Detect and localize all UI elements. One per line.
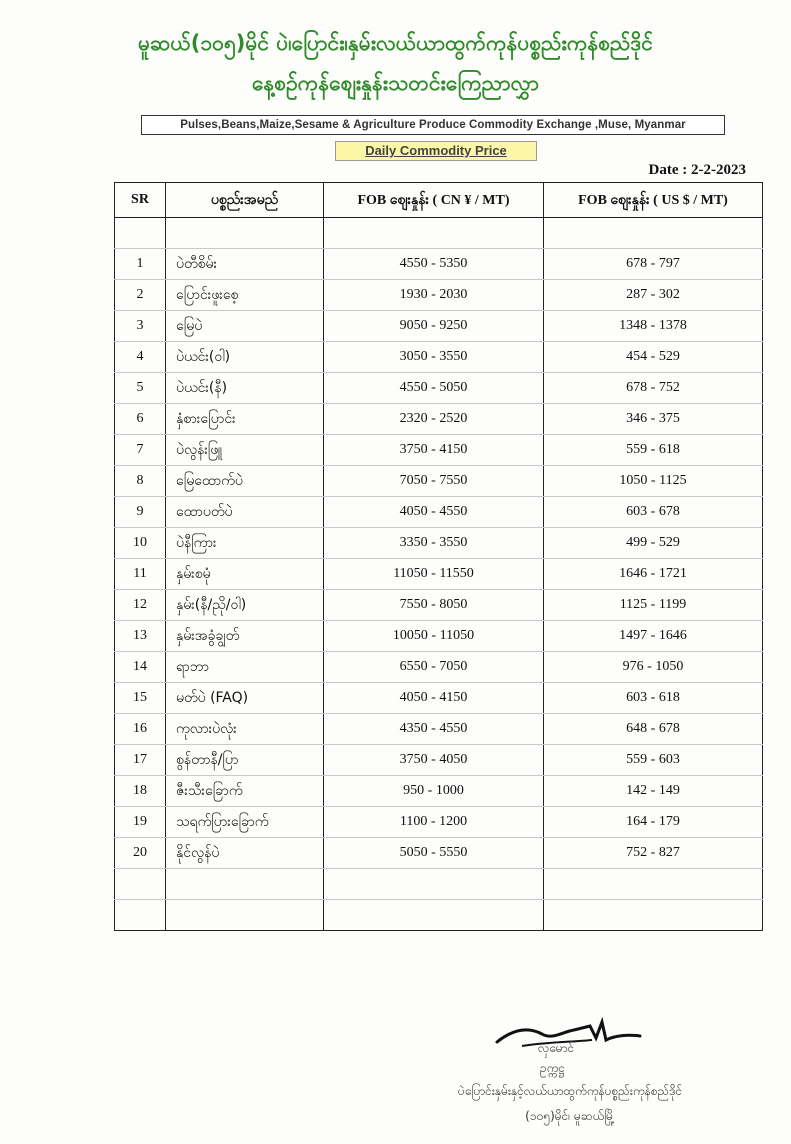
cell-sr: 10: [115, 528, 166, 559]
table-row: [115, 311, 763, 342]
cell-sr: 19: [115, 807, 166, 838]
cell-fob-usd: 454 - 529: [544, 342, 763, 373]
blank-cell: [166, 900, 324, 931]
blank-cell: [115, 869, 166, 900]
cell-sr: 9: [115, 497, 166, 528]
header-title-line1: မူဆယ်(၁၀၅)မိုင် ပဲ၊ပြောင်း၊နှမ်းလယ်ယာထွက်ကုန်ပစ္စည်းကုန်စည်ဒိုင်: [138, 31, 653, 55]
cell-fob-cny: 4550 - 5350: [324, 249, 544, 280]
header-item-name: ပစ္စည်းအမည်: [166, 183, 324, 218]
cell-sr: 5: [115, 373, 166, 404]
cell-sr: 17: [115, 745, 166, 776]
table-row: [115, 466, 763, 497]
cell-fob-cny: 7550 - 8050: [324, 590, 544, 621]
blank-cell: [166, 869, 324, 900]
table-row: [115, 590, 763, 621]
cell-fob-usd: 142 - 149: [544, 776, 763, 807]
cell-fob-usd: 1125 - 1199: [544, 590, 763, 621]
cell-fob-usd: 1348 - 1378: [544, 311, 763, 342]
signatory-org-line1: ပဲပြောင်းနှမ်းနှင့်လယ်ယာထွက်ကုန်ပစ္စည်းကုန်စည်ဒိုင်: [457, 1084, 683, 1098]
table-row: [115, 745, 763, 776]
cell-fob-cny: 2320 - 2520: [324, 404, 544, 435]
header-title-line2: နေ့စဉ်ကုန်စျေးနှုန်းသတင်းကြေညာလွှာ: [252, 71, 539, 95]
cell-fob-cny: 9050 - 9250: [324, 311, 544, 342]
table-row: [115, 838, 763, 869]
cell-sr: 16: [115, 714, 166, 745]
cell-fob-usd: 752 - 827: [544, 838, 763, 869]
blank-cell: [324, 900, 544, 931]
cell-sr: 2: [115, 280, 166, 311]
cell-fob-usd: 648 - 678: [544, 714, 763, 745]
cell-fob-cny: 3750 - 4050: [324, 745, 544, 776]
exchange-name-box: Pulses,Beans,Maize,Sesame & Agriculture Produce Commodity Exchange ,Muse, Myanmar: [141, 115, 725, 135]
cell-item-name: နှမ်းအခွံချွတ်: [166, 621, 324, 652]
cell-sr: 13: [115, 621, 166, 652]
cell-item-name: မတ်ပဲ (FAQ): [166, 683, 324, 714]
cell-item-name: နှံစားပြောင်း: [166, 404, 324, 435]
cell-sr: 14: [115, 652, 166, 683]
blank-cell: [324, 869, 544, 900]
cell-item-name: ပဲယင်း(နီ): [166, 373, 324, 404]
cell-sr: 1: [115, 249, 166, 280]
cell-sr: 18: [115, 776, 166, 807]
table-row: [115, 652, 763, 683]
cell-item-name: ဇီးသီးခြောက်: [166, 776, 324, 807]
cell-sr: 15: [115, 683, 166, 714]
cell-item-name: ပဲနီကြား: [166, 528, 324, 559]
cell-fob-usd: 1050 - 1125: [544, 466, 763, 497]
cell-sr: 12: [115, 590, 166, 621]
cell-item-name: ရာဘာ: [166, 652, 324, 683]
table-body: [115, 218, 763, 931]
cell-item-name: နှမ်းစမုံ: [166, 559, 324, 590]
cell-fob-usd: 164 - 179: [544, 807, 763, 838]
table-row: [115, 528, 763, 559]
signatory-org-line2: (၁၀၅)မိုင်၊ မူဆယ်မြို့: [525, 1109, 615, 1123]
cell-item-name: မြေထောက်ပဲ: [166, 466, 324, 497]
header-fob-usd: FOB စျေးနှုန်း ( US $ / MT): [544, 183, 763, 218]
cell-fob-usd: 603 - 618: [544, 683, 763, 714]
blank-cell: [115, 900, 166, 931]
cell-item-name: နှမ်း(နီ/ညို/ဝါ): [166, 590, 324, 621]
blank-row: [115, 869, 763, 900]
table-row: [115, 373, 763, 404]
cell-fob-cny: 950 - 1000: [324, 776, 544, 807]
cell-item-name: ထောပတ်ပဲ: [166, 497, 324, 528]
cell-item-name: ပဲတီစိမ်း: [166, 249, 324, 280]
date-label: Date : 2-2-2023: [648, 162, 746, 178]
cell-fob-cny: 4350 - 4550: [324, 714, 544, 745]
cell-fob-usd: 976 - 1050: [544, 652, 763, 683]
cell-item-name: ပဲလွန်းဖြူ: [166, 435, 324, 466]
signatory-name: လှမောင်: [538, 1041, 575, 1055]
table-row: [115, 435, 763, 466]
cell-fob-usd: 287 - 302: [544, 280, 763, 311]
cell-fob-usd: 559 - 603: [544, 745, 763, 776]
cell-sr: 20: [115, 838, 166, 869]
cell-item-name: ပဲယင်း(ဝါ): [166, 342, 324, 373]
cell-item-name: မြေပဲ: [166, 311, 324, 342]
cell-fob-cny: 4050 - 4150: [324, 683, 544, 714]
table-row: [115, 683, 763, 714]
cell-fob-usd: 678 - 752: [544, 373, 763, 404]
price-table: [114, 182, 763, 931]
cell-item-name: စွန်တာနီ/ပြာ: [166, 745, 324, 776]
cell-sr: 6: [115, 404, 166, 435]
cell-fob-cny: 3350 - 3550: [324, 528, 544, 559]
table-row: [115, 280, 763, 311]
cell-fob-cny: 6550 - 7050: [324, 652, 544, 683]
cell-fob-cny: 3050 - 3550: [324, 342, 544, 373]
table-row: [115, 559, 763, 590]
cell-sr: 8: [115, 466, 166, 497]
cell-fob-usd: 346 - 375: [544, 404, 763, 435]
cell-item-name: ကုလားပဲလုံး: [166, 714, 324, 745]
table-row: [115, 342, 763, 373]
cell-fob-usd: 1497 - 1646: [544, 621, 763, 652]
blank-cell: [544, 900, 763, 931]
cell-fob-usd: 678 - 797: [544, 249, 763, 280]
table-row: [115, 807, 763, 838]
cell-sr: 7: [115, 435, 166, 466]
blank-cell: [544, 869, 763, 900]
cell-fob-cny: 5050 - 5550: [324, 838, 544, 869]
cell-item-name: သရက်ပြားခြောက်: [166, 807, 324, 838]
cell-fob-cny: 11050 - 11550: [324, 559, 544, 590]
cell-fob-cny: 7050 - 7550: [324, 466, 544, 497]
cell-fob-cny: 3750 - 4150: [324, 435, 544, 466]
table-row: [115, 776, 763, 807]
header-fob-cny: FOB စျေးနှုန်း ( CN ¥ / MT): [324, 183, 544, 218]
cell-fob-usd: 603 - 678: [544, 497, 763, 528]
cell-fob-usd: 499 - 529: [544, 528, 763, 559]
cell-fob-cny: 10050 - 11050: [324, 621, 544, 652]
cell-sr: 4: [115, 342, 166, 373]
cell-fob-cny: 4050 - 4550: [324, 497, 544, 528]
table-row: [115, 714, 763, 745]
blank-row: [115, 218, 763, 249]
table-row: [115, 404, 763, 435]
cell-item-name: နိုင်လွန်ပဲ: [166, 838, 324, 869]
cell-fob-cny: 1930 - 2030: [324, 280, 544, 311]
cell-fob-cny: 4550 - 5050: [324, 373, 544, 404]
cell-fob-usd: 1646 - 1721: [544, 559, 763, 590]
header-sr: SR: [115, 183, 166, 218]
daily-price-label: Daily Commodity Price: [335, 141, 537, 161]
table-header-row: [115, 183, 763, 218]
cell-sr: 3: [115, 311, 166, 342]
cell-fob-usd: 559 - 618: [544, 435, 763, 466]
cell-sr: 11: [115, 559, 166, 590]
table-row: [115, 249, 763, 280]
cell-fob-cny: 1100 - 1200: [324, 807, 544, 838]
cell-item-name: ပြောင်းဖူးစေ့: [166, 280, 324, 311]
table-row: [115, 497, 763, 528]
blank-row: [115, 900, 763, 931]
table-row: [115, 621, 763, 652]
signatory-title: ဥက္ကဋ္ဌ: [540, 1061, 565, 1075]
